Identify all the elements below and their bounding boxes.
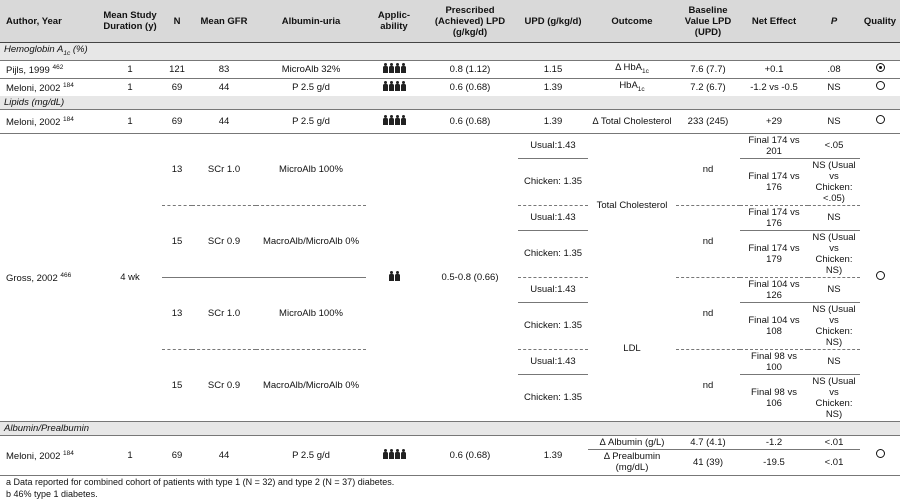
table-row: Δ Prealbumin (mg/dL) 41 (39) -19.5 <.01 (0, 449, 900, 475)
col-p: P (808, 0, 860, 43)
col-gfr: Mean GFR (192, 0, 256, 43)
person-icon (388, 271, 400, 284)
open-circle-icon (876, 115, 885, 124)
two-persons-icon (382, 63, 406, 76)
table-row: Chicken: 1.35 Final 174 vs 176 NS (Usual vs Chicken: <.05) (523, 159, 856, 204)
col-albuminuria: Albumin-uria (256, 0, 366, 43)
two-persons-icon (382, 449, 406, 462)
col-duration: Mean Study Duration (y) (98, 0, 162, 43)
table-row: Pijls, 1999 $^{462}$ 1 121 83 MicroAlb 32% 0.8 (1.12) 1.15 Δ HbA$_{1c}$ 7.6 (7.7) +0.1 .08 (0, 60, 900, 78)
open-circle-icon (876, 81, 885, 90)
footnote-b: b 46% type 1 diabetes. (6, 488, 98, 499)
table-row: Meloni, 2002 $^{184}$ 1 69 44 P 2.5 g/d 0.6 (0.68) 1.39 Δ Albumin (g/L) 4.7 (4.1) -1.2 <.01 (0, 435, 900, 449)
table-row: Meloni, 2002 $^{184}$ 1 69 44 P 2.5 g/d 0.6 (0.68) 1.39 Δ Total Cholesterol 233 (245) +29 NS (0, 109, 900, 133)
table-row: 15 SCr 0.9 MacroAlb/MicroAlb 0% Usual:1.43 nd Final 98 vs 100 NS (0, 349, 900, 374)
two-persons-icon (382, 81, 406, 94)
col-outcome: Outcome (588, 0, 676, 43)
section-albumin: Albumin/Prealbumin (0, 421, 900, 435)
col-upd: UPD (g/kg/d) (518, 0, 588, 43)
col-n: N (162, 0, 192, 43)
table-row: 15 SCr 0.9 MacroAlb/MicroAlb 0% Usual:1.43 nd Final 174 vs 176 NS (0, 205, 900, 230)
header-row (0, 0, 900, 43)
table-row: Gross, 2002 $^{466}$ 4 wk 13 SCr 1.0 MicroAlb 100% 0.5-0.8 (0.66) Usual:1.43 Total Cholesterol nd Final 174 vs 201 <.05 (0, 133, 900, 158)
two-persons-icon (382, 115, 406, 128)
col-lpd: Prescribed (Achieved) LPD (g/kg/d) (422, 0, 518, 43)
table-row: Chicken: 1.35 Final 98 vs 106 NS (Usual vs Chicken: NS) (523, 375, 856, 420)
section-hba1c: Hemoglobin $A_{1c}$ (%) (0, 43, 900, 61)
table-row: 13 SCr 1.0 MicroAlb 100% Usual:1.43 LDL nd Final 104 vs 126 NS (0, 277, 900, 302)
col-baseline: Baseline Value LPD (UPD) (676, 0, 740, 43)
col-net-effect: Net Effect (740, 0, 808, 43)
col-applicability: Applic-ability (366, 0, 422, 43)
table-row: Chicken: 1.35 Final 104 vs 108 NS (Usual vs Chicken: NS) (523, 303, 856, 348)
table-row: Chicken: 1.35 Final 174 vs 179 NS (Usual vs Chicken: NS) (523, 231, 856, 276)
col-quality: Quality (860, 0, 900, 43)
table-row: Meloni, 2002 $^{184}$ 1 69 44 P 2.5 g/d 0.6 (0.68) 1.39 HbA$_{1c}$ 7.2 (6.7) -1.2 vs -0.5 NS (0, 78, 900, 95)
col-author: Author, Year (0, 0, 98, 43)
section-lipids: Lipids (mg/dL) (0, 96, 900, 110)
open-circle-icon (876, 449, 885, 458)
open-circle-icon (876, 271, 885, 280)
filled-circle-icon (876, 63, 885, 72)
footnote-a: a Data reported for combined cohort of patients with type 1 (N = 32) and type 2 (N = 37) diabetes. (6, 476, 395, 487)
